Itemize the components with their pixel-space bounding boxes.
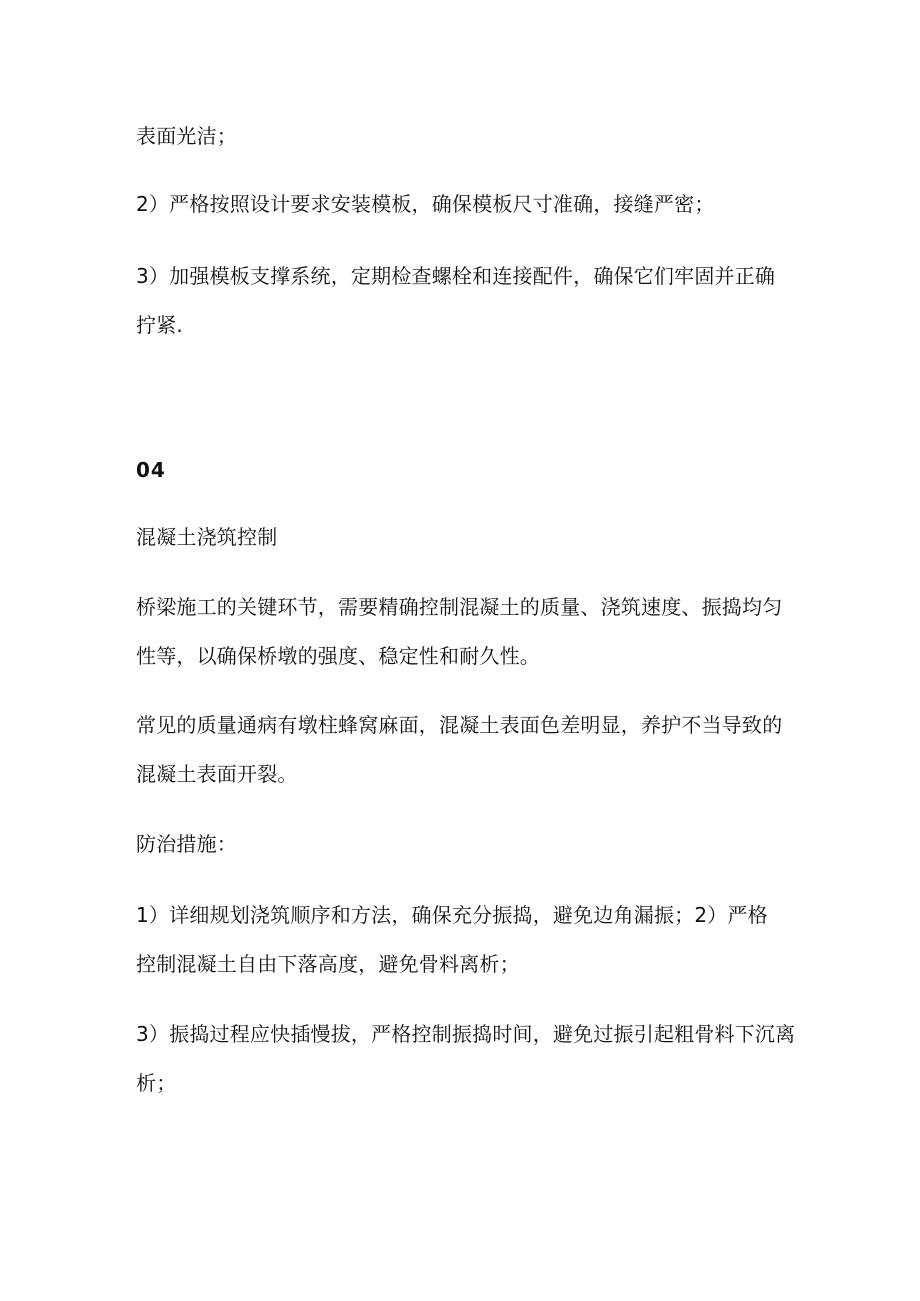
list-item-3: 3）加强模板支撑系统，定期检查螺栓和连接配件，确保它们牢固并正确 xyxy=(136,264,776,288)
measures-label: 防治措施： xyxy=(136,832,237,856)
paragraph-2-cont: 混凝土表面开裂。 xyxy=(136,762,298,786)
list-item-2: 2）严格按照设计要求安装模板，确保模板尺寸准确，接缝严密； xyxy=(136,192,715,216)
measure-item-1-cont: 控制混凝土自由下落高度，避免骨料离析； xyxy=(136,952,520,976)
measure-item-3: 3）振捣过程应快插慢拔，严格控制振捣时间，避免过振引起粗骨料下沉离 xyxy=(136,1022,796,1046)
measure-item-3-cont: 析； xyxy=(136,1071,177,1095)
paragraph-1-cont: 性等，以确保桥墩的强度、稳定性和耐久性。 xyxy=(136,644,540,668)
paragraph-1: 桥梁施工的关键环节，需要精确控制混凝土的质量、浇筑速度、振捣均匀 xyxy=(136,595,783,619)
measure-item-1: 1）详细规划浇筑顺序和方法，确保充分振捣，避免边角漏振；2）严格 xyxy=(136,903,768,927)
section-title: 混凝土浇筑控制 xyxy=(136,525,278,549)
text-line: 表面光洁； xyxy=(136,124,237,148)
list-item-3-cont: 拧紧. xyxy=(136,313,183,337)
paragraph-2: 常见的质量通病有墩柱蜂窝麻面，混凝土表面色差明显，养护不当导致的 xyxy=(136,713,783,737)
section-number: 04 xyxy=(136,458,166,482)
